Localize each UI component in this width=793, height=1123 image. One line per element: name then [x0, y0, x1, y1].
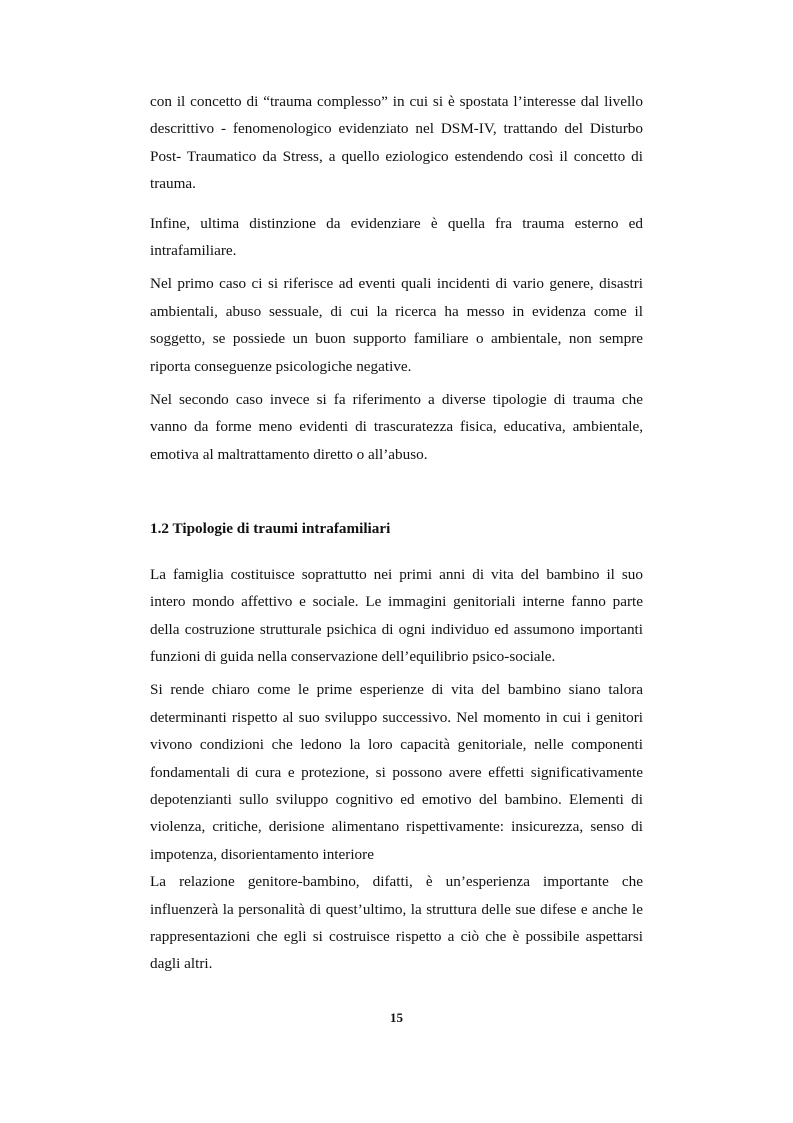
paragraph-distinzione: Infine, ultima distinzione da evidenziare è quella fra trauma esterno ed intrafamiliare. — [150, 214, 643, 260]
section-heading: 1.2 Tipologie di traumi intrafamiliari — [150, 520, 391, 538]
paragraph-famiglia: La famiglia costituisce soprattutto nei primi anni di vita del bambino il suo intero mondo affettivo e sociale. Le immagini genitoriali interne fanno parte della costruzione strutturale psichica di ogni individuo ed assumono importanti funzioni di guida nella conservazione dell’equilibrio psico-sociale. — [150, 565, 643, 665]
paragraph-secondo-caso: Nel secondo caso invece si fa riferimento a diverse tipologie di trauma che vanno da forme meno evidenti di trascuratezza fisica, educativa, ambientale, emotiva al maltrattamento diretto o all’abuso. — [150, 391, 643, 463]
page-number: 15 — [390, 1010, 403, 1025]
document-page — [150, 88, 643, 978]
paragraph-trauma-complesso: con il concetto di “trauma complesso” in cui si è spostata l’interesse dal livello descrittivo - fenomenologico evidenziato nel DSM-IV, trattando del Disturbo Post- Traumatico da Stress, a quello eziologico estendendo così il concetto di trauma. — [150, 93, 643, 193]
paragraph-esperienze: Si rende chiaro come le prime esperienze di vita del bambino siano talora determinanti rispetto al suo sviluppo successivo. Nel momento in cui i genitori vivono condizioni che ledono la loro capacità genitoriale, nelle componenti fondamentali di cura e protezione, si possono avere effetti significativamente depotenzianti sullo sviluppo cognitivo ed emotivo del bambino. Elementi di violenza, critiche, derisione alimentano rispettivamente: insicurezza, senso di impotenza, disorientamento interiore — [150, 681, 643, 863]
paragraph-relazione: La relazione genitore-bambino, difatti, è un’esperienza importante che influenzerà la personalità di quest’ultimo, la struttura delle sue difese e anche le rappresentazioni che egli si costruisce rispetto a ciò che è possibile aspettarsi dagli altri. — [150, 873, 643, 973]
paragraph-primo-caso: Nel primo caso ci si riferisce ad eventi quali incidenti di vario genere, disastri ambientali, abuso sessuale, di cui la ricerca ha messo in evidenza come il soggetto, se possiede un buon supporto familiare o ambientale, non sempre riporta conseguenze psicologiche negative. — [150, 275, 643, 375]
